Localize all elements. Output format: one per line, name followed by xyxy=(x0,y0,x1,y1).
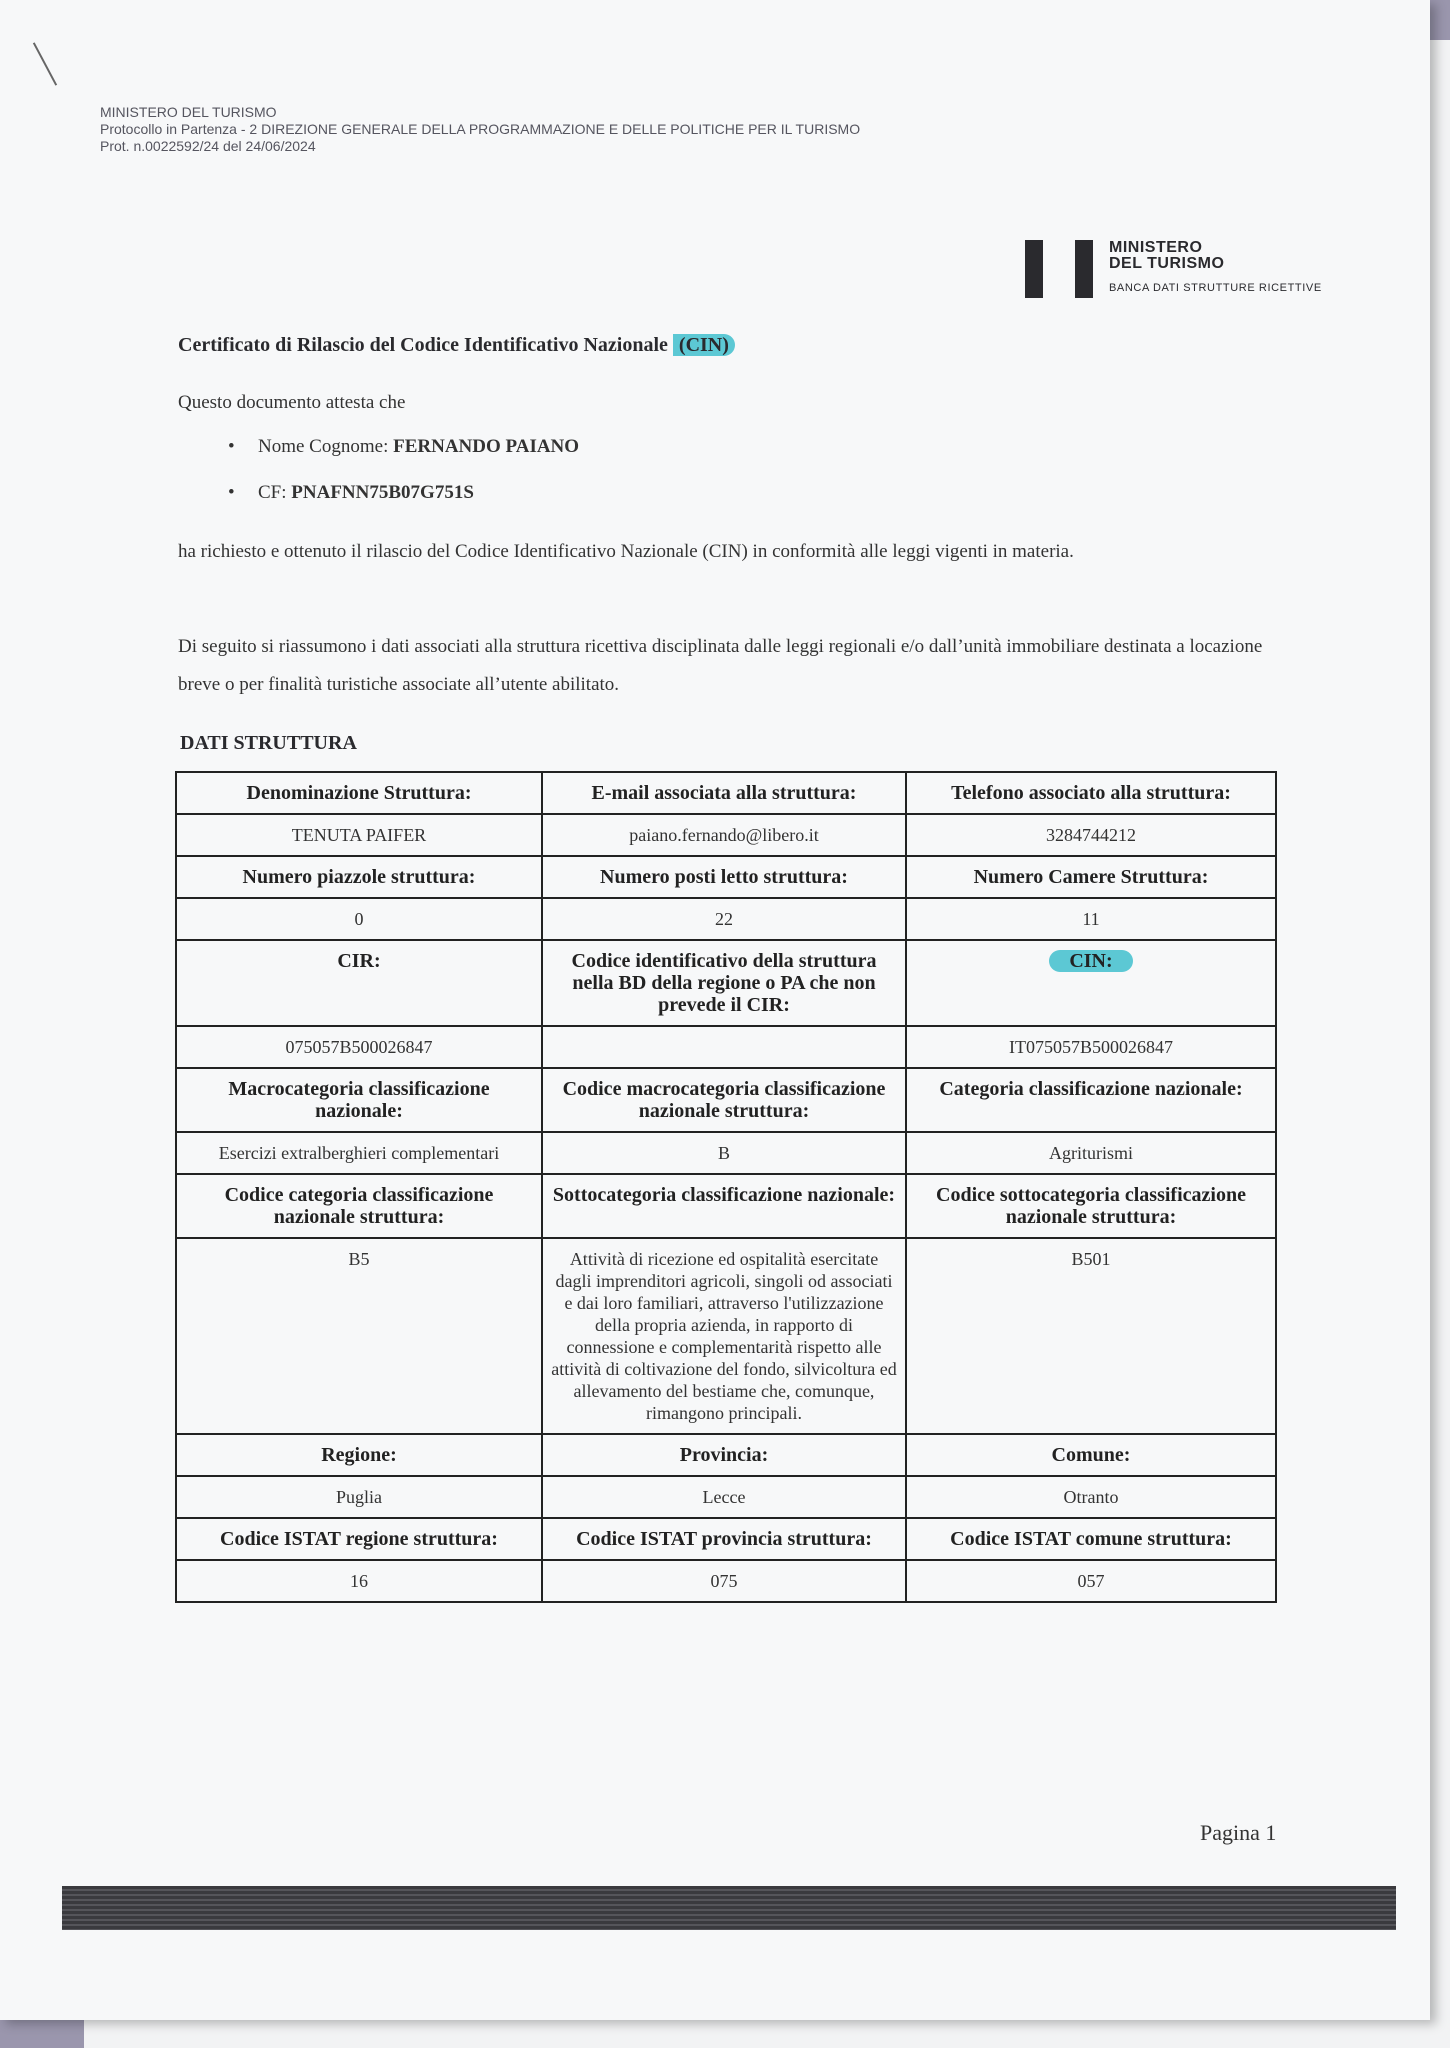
subcategory-cell: Attività di ricezione ed ospitalità esercitate dagli imprenditori agricoli, singoli od associati e dai loro familiari, attraverso l'utilizzazione della propria azienda, in rapporto di connessione e complementarità rispetto alle attività di coltivazione del fondo, silvicoltura ed allevamento del bestiame che, comunque, rimangono principali. xyxy=(542,1238,906,1434)
table-header-row xyxy=(176,772,1276,814)
table-row xyxy=(176,814,1276,856)
header-cell: Telefono associato alla struttura: xyxy=(906,772,1276,814)
page-number: Pagina 1 xyxy=(1200,1820,1277,1845)
table-header-row xyxy=(176,856,1276,898)
cf-value: PNAFNN75B07G751S xyxy=(291,482,474,503)
protocol-number: Prot. n.0022592/24 del 24/06/2024 xyxy=(100,138,316,154)
phone-cell: 3284744212 xyxy=(906,814,1276,856)
header-cell: Numero Camere Struttura: xyxy=(906,856,1276,898)
name-label: Nome Cognome: xyxy=(258,436,394,457)
cf-label: CF: xyxy=(258,482,292,503)
name-value: FERNANDO PAIANO xyxy=(393,436,580,457)
header-cell: Macrocategoria classificazione nazionale: xyxy=(176,1068,542,1132)
paragraph-request: ha richiesto e ottenuto il rilascio del Codice Identificativo Nazionale (CIN) in conformità alle leggi vigenti in materia. xyxy=(178,541,1074,562)
email-cell: paiano.fernando@libero.it xyxy=(542,814,906,856)
header-cell: E-mail associata alla struttura: xyxy=(542,772,906,814)
footer-band xyxy=(62,1886,1396,1930)
region-cell: Puglia xyxy=(176,1476,542,1518)
list-item-name xyxy=(228,436,579,482)
list-item-cf xyxy=(228,482,579,528)
intro-text: Questo documento attesta che xyxy=(178,392,406,413)
header-cell: Provincia: xyxy=(542,1434,906,1476)
table-header-row xyxy=(176,1518,1276,1560)
structure-data-table xyxy=(175,771,1277,1603)
header-cell: Codice ISTAT provincia struttura: xyxy=(542,1518,906,1560)
istat-province-cell: 075 xyxy=(542,1560,906,1602)
header-cell: Comune: xyxy=(906,1434,1276,1476)
cir-cell: 075057B500026847 xyxy=(176,1026,542,1068)
istat-municipality-cell: 057 xyxy=(906,1560,1276,1602)
header-cell: Sottocategoria classificazione nazionale: xyxy=(542,1174,906,1238)
table-row xyxy=(176,898,1276,940)
category-code-cell: B5 xyxy=(176,1238,542,1434)
table-row xyxy=(176,1132,1276,1174)
pen-mark xyxy=(33,42,57,85)
macrocategory-code-cell: B xyxy=(542,1132,906,1174)
rooms-cell: 11 xyxy=(906,898,1276,940)
header-cell: Codice ISTAT regione struttura: xyxy=(176,1518,542,1560)
structure-name-cell: TENUTA PAIFER xyxy=(176,814,542,856)
header-cell: Codice ISTAT comune struttura: xyxy=(906,1518,1276,1560)
logo-line-1: MINISTERO xyxy=(1109,239,1203,256)
table-row xyxy=(176,1560,1276,1602)
ministry-logo xyxy=(1025,236,1345,306)
header-cell: Categoria classificazione nazionale: xyxy=(906,1068,1276,1132)
ministry-line: MINISTERO DEL TURISMO xyxy=(100,104,277,120)
table-header-row xyxy=(176,1068,1276,1132)
table-row xyxy=(176,1476,1276,1518)
logo-bar-icon xyxy=(1075,240,1093,298)
section-title: DATI STRUTTURA xyxy=(180,732,357,754)
paragraph-summary: Di seguito si riassumono i dati associati alla struttura ricettiva disciplinata dalle leggi regionali e/o dall’unità immobiliare destinata a locazione breve o per finalità turistiche associate all’utente abilitato. xyxy=(178,636,1263,695)
logo-bar-icon xyxy=(1025,240,1043,298)
table-header-row xyxy=(176,940,1276,1026)
header-cell: Codice macrocategoria classificazione nazionale struttura: xyxy=(542,1068,906,1132)
cin-cell: IT075057B500026847 xyxy=(906,1026,1276,1068)
municipality-cell: Otranto xyxy=(906,1476,1276,1518)
bullet-icon: • xyxy=(228,436,235,457)
pitches-cell: 0 xyxy=(176,898,542,940)
title-cin-highlight: (CIN) xyxy=(673,334,735,356)
table-header-row xyxy=(176,1174,1276,1238)
logo-line-3: BANCA DATI STRUTTURE RICETTIVE xyxy=(1109,282,1322,294)
bullet-icon: • xyxy=(228,482,235,503)
beds-cell: 22 xyxy=(542,898,906,940)
logo-line-2: DEL TURISMO xyxy=(1109,255,1225,272)
macrocategory-cell: Esercizi extralberghieri complementari xyxy=(176,1132,542,1174)
header-cell: Codice categoria classificazione nazionale struttura: xyxy=(176,1174,542,1238)
category-cell: Agriturismi xyxy=(906,1132,1276,1174)
holder-list xyxy=(228,436,579,528)
regional-code-cell xyxy=(542,1026,906,1068)
cin-highlight: CIN: xyxy=(1049,950,1132,972)
header-cell: Codice sottocategoria classificazione nazionale struttura: xyxy=(906,1174,1276,1238)
header-cell xyxy=(906,940,1276,1026)
header-cell: Numero piazzole struttura: xyxy=(176,856,542,898)
table-row xyxy=(176,1238,1276,1434)
table-row xyxy=(176,1026,1276,1068)
protocol-header xyxy=(100,104,860,155)
title-main: Certificato di Rilascio del Codice Identificativo Nazionale xyxy=(178,334,668,356)
table-header-row xyxy=(176,1434,1276,1476)
subcategory-code-cell: B501 xyxy=(906,1238,1276,1434)
header-cell: Denominazione Struttura: xyxy=(176,772,542,814)
protocol-line: Protocollo in Partenza - 2 DIREZIONE GENERALE DELLA PROGRAMMAZIONE E DELLE POLITICHE PER IL TURISMO xyxy=(100,121,861,137)
header-cell: Codice identificativo della struttura nella BD della regione o PA che non prevede il CIR: xyxy=(542,940,906,1026)
header-cell: Regione: xyxy=(176,1434,542,1476)
document-title xyxy=(178,334,735,357)
istat-region-cell: 16 xyxy=(176,1560,542,1602)
province-cell: Lecce xyxy=(542,1476,906,1518)
header-cell: Numero posti letto struttura: xyxy=(542,856,906,898)
header-cell: CIR: xyxy=(176,940,542,1026)
